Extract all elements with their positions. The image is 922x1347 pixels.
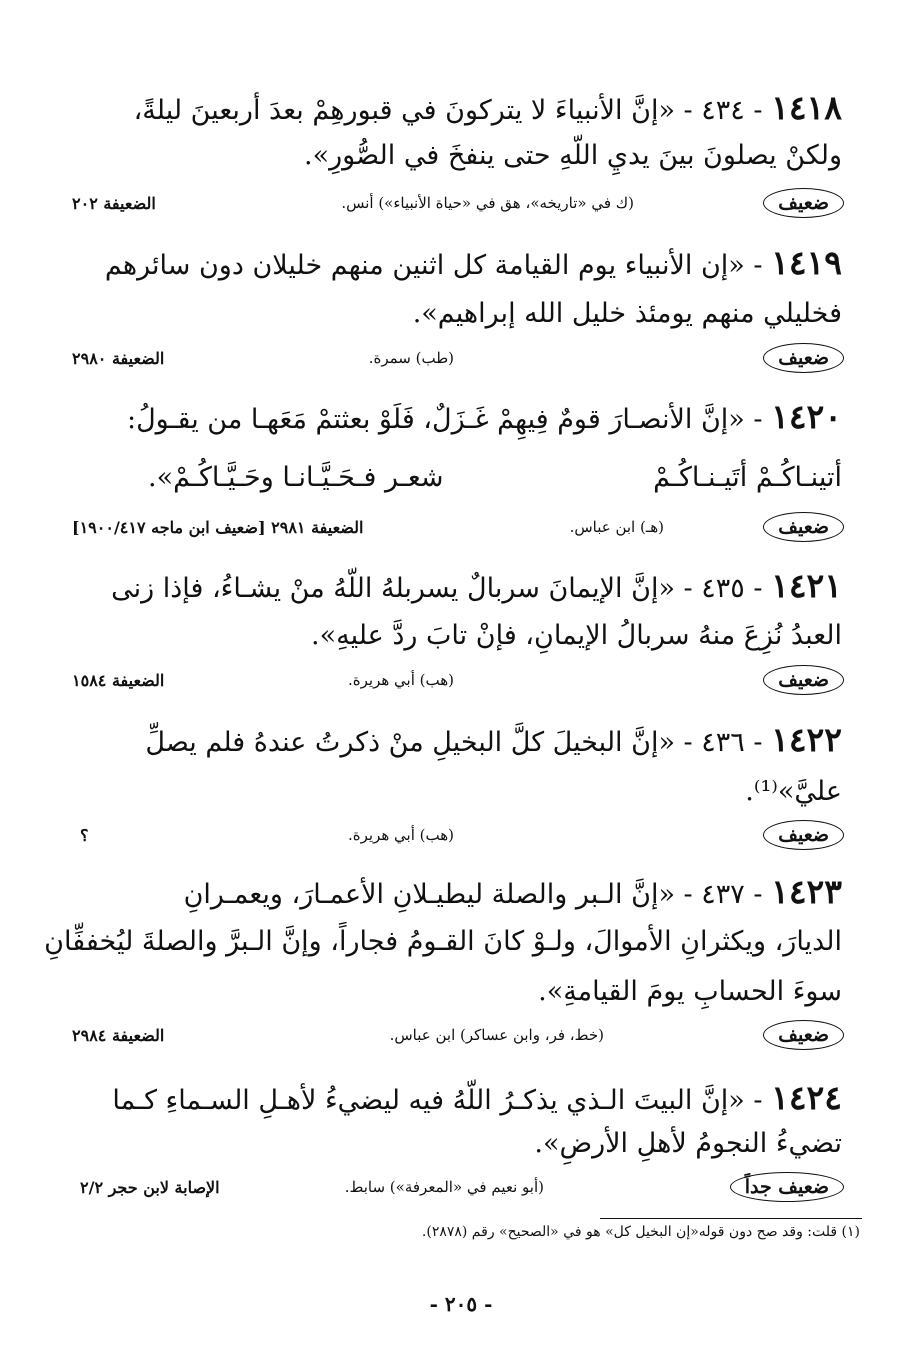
- hadith-1418-source-row: [72, 188, 844, 228]
- hadith-1421-line-2: العبدُ نُزِعَ منهُ سربالُ الإيمانِ، فإنْ تابَ ردَّ عليهِ».: [311, 620, 842, 651]
- hadith-1421-line-1: [72, 566, 842, 609]
- hadith-1420-source-row: [72, 512, 844, 552]
- hadith-1420-number: ١٤٢٠: [771, 397, 842, 436]
- hadith-1423-number: ١٤٢٣: [771, 872, 842, 911]
- hadith-1418-grade: ضعيف: [763, 188, 844, 218]
- hadith-1422-number: ١٤٢٢: [771, 720, 842, 759]
- hadith-1419-number: ١٤١٩: [771, 243, 842, 282]
- hadith-1423-line-2: الديارَ، ويكثرانِ الأموالَ، ولـوْ كانَ القـومُ فجاراً، وإنَّ الـبرَّ والصلةَ ليُخففِّانِ: [44, 926, 842, 957]
- hadith-1423-source-row: [72, 1020, 844, 1060]
- hadith-1418-source: (ك في «تاريخه»، هق في «حياة الأنبياء») أنس.: [341, 194, 634, 212]
- hadith-1419-text-1: - «إن الأنبياء يوم القيامة كل اثنين منهم خليلان دون سائرهم: [104, 250, 763, 281]
- hadith-1420-poem-left: شعـر فـحَـيَّـانـا وحَـيَّـاكُـمْ».: [148, 462, 444, 493]
- hadith-1424-number: ١٤٢٤: [771, 1078, 842, 1117]
- hadith-1421-text-1: - ٤٣٥ - «إنَّ الإيمانَ سربالٌ يسربلهُ اللّهُ منْ يشـاءُ، فإذا زنى: [111, 573, 763, 604]
- hadith-1422-reference: ؟: [80, 826, 89, 845]
- hadith-1418-number: ١٤١٨: [771, 88, 842, 127]
- hadith-1423-reference: الضعيفة ٢٩٨٤: [72, 1026, 165, 1045]
- hadith-1419-source-row: [72, 343, 844, 383]
- hadith-1418-line-1: [72, 88, 842, 131]
- hadith-1423-line-3: سوءَ الحسابِ يومَ القيامةِ».: [538, 976, 842, 1007]
- hadith-1422-text-1: - ٤٣٦ - «إنَّ البخيلَ كلَّ البخيلِ منْ ذكرتُ عندهُ فلم يصلِّ: [145, 727, 763, 758]
- hadith-1424-source: (أبو نعيم في «المعرفة») سابط.: [344, 1178, 544, 1196]
- hadith-1422-source-row: [72, 820, 844, 860]
- hadith-1420-text-1: - «إنَّ الأنصـارَ قومٌ فِيهِمْ غَـزَلٌ، فَلَوْ بعثتمْ مَعَهـا من يقـولُ:: [126, 404, 763, 435]
- hadith-1419-source: (طب) سمرة.: [368, 349, 454, 367]
- hadith-1420-poem-right: أتينـاكُـمْ أتَيـنـاكُـمْ: [653, 462, 842, 493]
- hadith-1420-reference: الضعيفة ٢٩٨١ [ضعيف ابن ماجه ١٩٠٠/٤١٧]: [72, 518, 364, 537]
- hadith-1419-reference: الضعيفة ٢٩٨٠: [72, 349, 165, 368]
- hadith-1424-text-1: - «إنَّ البيتَ الـذي يذكـرُ اللّهُ فيه ليضيءُ لأهـلِ السـماءِ كـما: [112, 1085, 763, 1116]
- hadith-1422-source: (هب) أبي هريرة.: [348, 826, 454, 844]
- hadith-1421-grade: ضعيف: [763, 665, 844, 695]
- hadith-1420-line-1: [72, 397, 842, 440]
- hadith-1424-line-2: تضيءُ النجومُ لأهلِ الأرضِ».: [534, 1128, 842, 1159]
- page-number: - ٢٠٥ -: [429, 1292, 493, 1316]
- hadith-1423-source: (خط، فر، وابن عساكر) ابن عباس.: [389, 1026, 604, 1044]
- hadith-1423-text-1: - ٤٣٧ - «إنَّ الـبر والصلة ليطيـلانِ الأعمـارَ، ويعمـرانِ: [183, 879, 763, 910]
- hadith-1424-grade: ضعيف جداً: [730, 1172, 844, 1202]
- hadith-1419-line-1: [72, 243, 842, 286]
- hadith-1420-source: (هـ) ابن عباس.: [569, 518, 664, 536]
- hadith-1421-number: ١٤٢١: [771, 566, 842, 605]
- hadith-1418-line-2: ولكنْ يصلونَ بينَ يديِ اللّهِ حتى ينفخَ في الصُّورِ».: [304, 140, 842, 171]
- hadith-1419-line-2: فخليلي منهم يومئذ خليل الله إبراهيم».: [412, 298, 842, 329]
- hadith-1419-grade: ضعيف: [763, 343, 844, 373]
- hadith-1422-grade: ضعيف: [763, 820, 844, 850]
- hadith-1421-source: (هب) أبي هريرة.: [348, 671, 454, 689]
- hadith-1424-source-row: [72, 1172, 844, 1212]
- hadith-1421-reference: الضعيفة ١٥٨٤: [72, 671, 165, 690]
- footnote-rule: [600, 1218, 862, 1219]
- hadith-1423-grade: ضعيف: [763, 1020, 844, 1050]
- hadith-1418-text-1: - ٤٣٤ - «إنَّ الأنبياءَ لا يتركونَ في قبورهِمْ بعدَ أربعينَ ليلةً،: [133, 95, 763, 126]
- hadith-1418-reference: الضعيفة ٢٠٢: [72, 194, 156, 213]
- hadith-1422-line-2: عليَّ»⁽¹⁾.: [745, 776, 842, 807]
- hadith-1424-line-1: [72, 1078, 842, 1121]
- footnote: (١) قلت: وقد صح دون قوله«إن البخيل كل» هو في «الصحيح» رقم (٢٨٧٨).: [421, 1224, 860, 1240]
- hadith-1424-reference: الإصابة لابن حجر ٢/٢: [80, 1178, 220, 1197]
- hadith-1421-source-row: [72, 665, 844, 705]
- hadith-1423-line-1: [72, 872, 842, 915]
- hadith-1422-line-1: [72, 720, 842, 763]
- hadith-1420-grade: ضعيف: [763, 512, 844, 542]
